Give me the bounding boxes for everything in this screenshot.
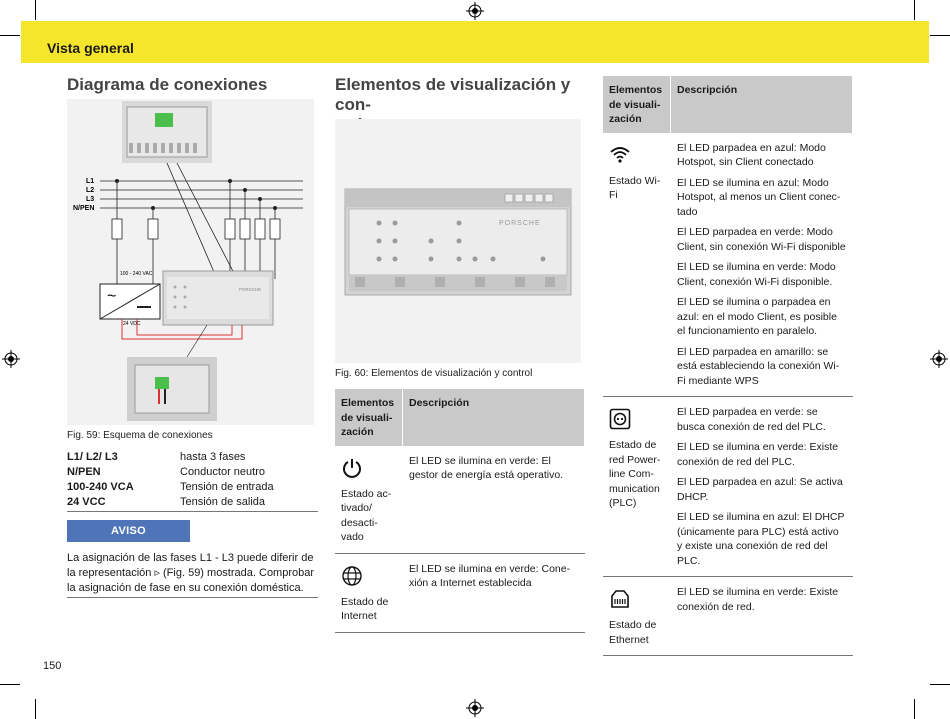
- description-text: El LED parpadea en azul: Modo Hotspot, sin Client conectado: [677, 141, 826, 168]
- table-row: [603, 397, 853, 577]
- legend-value: hasta 3 fases: [180, 451, 246, 463]
- description-cell: [403, 446, 585, 554]
- legend-key: N/PEN: [67, 466, 101, 478]
- description-text: El LED parpadea en verde: Modo Client, sin conexión Wi-Fi disponible: [677, 226, 846, 253]
- table-header-row: [335, 389, 585, 446]
- device-figure: [335, 119, 581, 363]
- table-header-row: [603, 76, 853, 133]
- status-elements-table: [603, 76, 853, 656]
- svg-text:~: ~: [107, 288, 117, 305]
- wifi-icon: [609, 144, 631, 166]
- registration-mark-icon: [466, 2, 484, 20]
- figure-59-caption: Fig. 59: Esquema de conexiones: [67, 430, 213, 441]
- description-cell: [671, 133, 853, 397]
- table-row: [603, 133, 853, 397]
- description-text: El LED se ilumina en verde: Existe conexión de red del PLC.: [677, 441, 839, 468]
- element-cell: Estado de Ethernet: [603, 577, 671, 656]
- legend-value: Tensión de salida: [180, 496, 266, 508]
- table-row: [335, 553, 585, 632]
- plc-icon: [609, 408, 631, 430]
- crop-mark: [35, 699, 36, 719]
- line-label-npen: N/PEN: [73, 205, 95, 212]
- notice-badge: AVISO: [67, 520, 190, 542]
- table-row: [335, 446, 585, 554]
- line-label-l1: L1: [86, 178, 95, 185]
- wiring-diagram: [67, 99, 314, 425]
- description-text: El LED parpadea en amarillo: se está estableciendo la conexión Wi-Fi mediante WPS: [677, 345, 840, 387]
- input-voltage-label: 100 - 240 VAC: [120, 271, 153, 277]
- legend-key: L1/ L2/ L3: [67, 451, 118, 463]
- description-text: El LED se ilumina en azul: El DHCP (únicamente para PLC) está activo y existe una conexión de red del PLC.: [677, 511, 845, 567]
- element-cell: Estado ac- tivado/ desacti- vado: [335, 446, 403, 554]
- column-header-description: Descripción: [403, 389, 585, 446]
- description-text: El LED se ilumina en verde: Existe conexión de red.: [677, 586, 839, 613]
- device-brand-label: PORSCHE: [499, 220, 541, 227]
- legend-key: 100-240 VCA: [67, 481, 134, 493]
- connection-diagram-figure: [67, 99, 314, 425]
- table-row: [603, 577, 853, 656]
- energy-manager-device: [335, 119, 581, 363]
- crop-mark: [930, 684, 950, 685]
- header-band: [21, 21, 929, 63]
- legend-key: 24 VCC: [67, 496, 106, 508]
- ethernet-icon: [609, 588, 631, 610]
- crop-mark: [0, 684, 20, 685]
- heading-line: Elementos de visualización y con-: [335, 75, 571, 114]
- description-text: El LED parpadea en verde: se busca conexión de red del PLC.: [677, 406, 826, 433]
- device-brand-label: PORSCHE: [239, 287, 262, 292]
- description-text: El LED se ilumina en verde: Modo Client, conexión Wi-Fi disponible.: [677, 261, 836, 288]
- registration-mark-icon: [466, 699, 484, 717]
- column-header-description: Descripción: [671, 76, 853, 133]
- registration-mark-icon: [930, 350, 948, 368]
- globe-icon: [341, 565, 363, 587]
- divider: [67, 511, 318, 512]
- notice-text: La asignación de las fases L1 - L3 puede diferir de la representación ▹ (Fig. 59) mostrada. Comprobar la asignación de fase en su conexión doméstica.: [67, 552, 315, 594]
- description-cell: [671, 397, 853, 577]
- registration-mark-icon: [2, 350, 20, 368]
- description-text: El LED se ilumina en azul: Modo Hotspot, al menos un Client conec-tado: [677, 176, 841, 218]
- crop-mark: [914, 0, 915, 20]
- line-label-l2: L2: [86, 187, 95, 194]
- description-cell: [671, 577, 853, 656]
- power-icon: [341, 457, 363, 479]
- description-cell: [403, 553, 585, 632]
- divider: [67, 597, 318, 598]
- description-text: El LED se ilumina en verde: El gestor de energía está operativo.: [409, 454, 564, 481]
- legend-value: Tensión de entrada: [180, 481, 274, 493]
- element-cell: Estado de red Power- line Com- munication (PLC): [603, 397, 671, 577]
- page-number: 150: [43, 660, 62, 672]
- line-label-l3: L3: [86, 196, 95, 203]
- crop-mark: [0, 35, 20, 36]
- section-title: Vista general: [47, 40, 134, 56]
- crop-mark: [930, 35, 950, 36]
- legend-value: Conductor neutro: [180, 466, 265, 478]
- description-text: El LED se ilumina o parpadea en azul: en el modo Client, es posible el funcionamiento en paralelo.: [677, 296, 837, 337]
- description-text: El LED parpadea en azul: Se activa DHCP.: [677, 476, 843, 503]
- element-cell: Estado Wi- Fi: [603, 133, 671, 397]
- figure-60-caption: Fig. 60: Elementos de visualización y control: [335, 368, 533, 379]
- crop-mark: [35, 0, 36, 20]
- column-header-elements: Elementos de visuali- zación: [603, 76, 671, 133]
- connection-diagram-heading: Diagrama de conexiones: [67, 75, 268, 94]
- column-header-elements: Elementos de visuali- zación: [335, 389, 403, 446]
- display-elements-table: [335, 389, 585, 633]
- description-text: El LED se ilumina en verde: Cone-xión a Internet establecida: [409, 562, 571, 589]
- output-voltage-label: 24 VDC: [123, 321, 141, 327]
- crop-mark: [914, 699, 915, 719]
- element-cell: Estado de Internet: [335, 553, 403, 632]
